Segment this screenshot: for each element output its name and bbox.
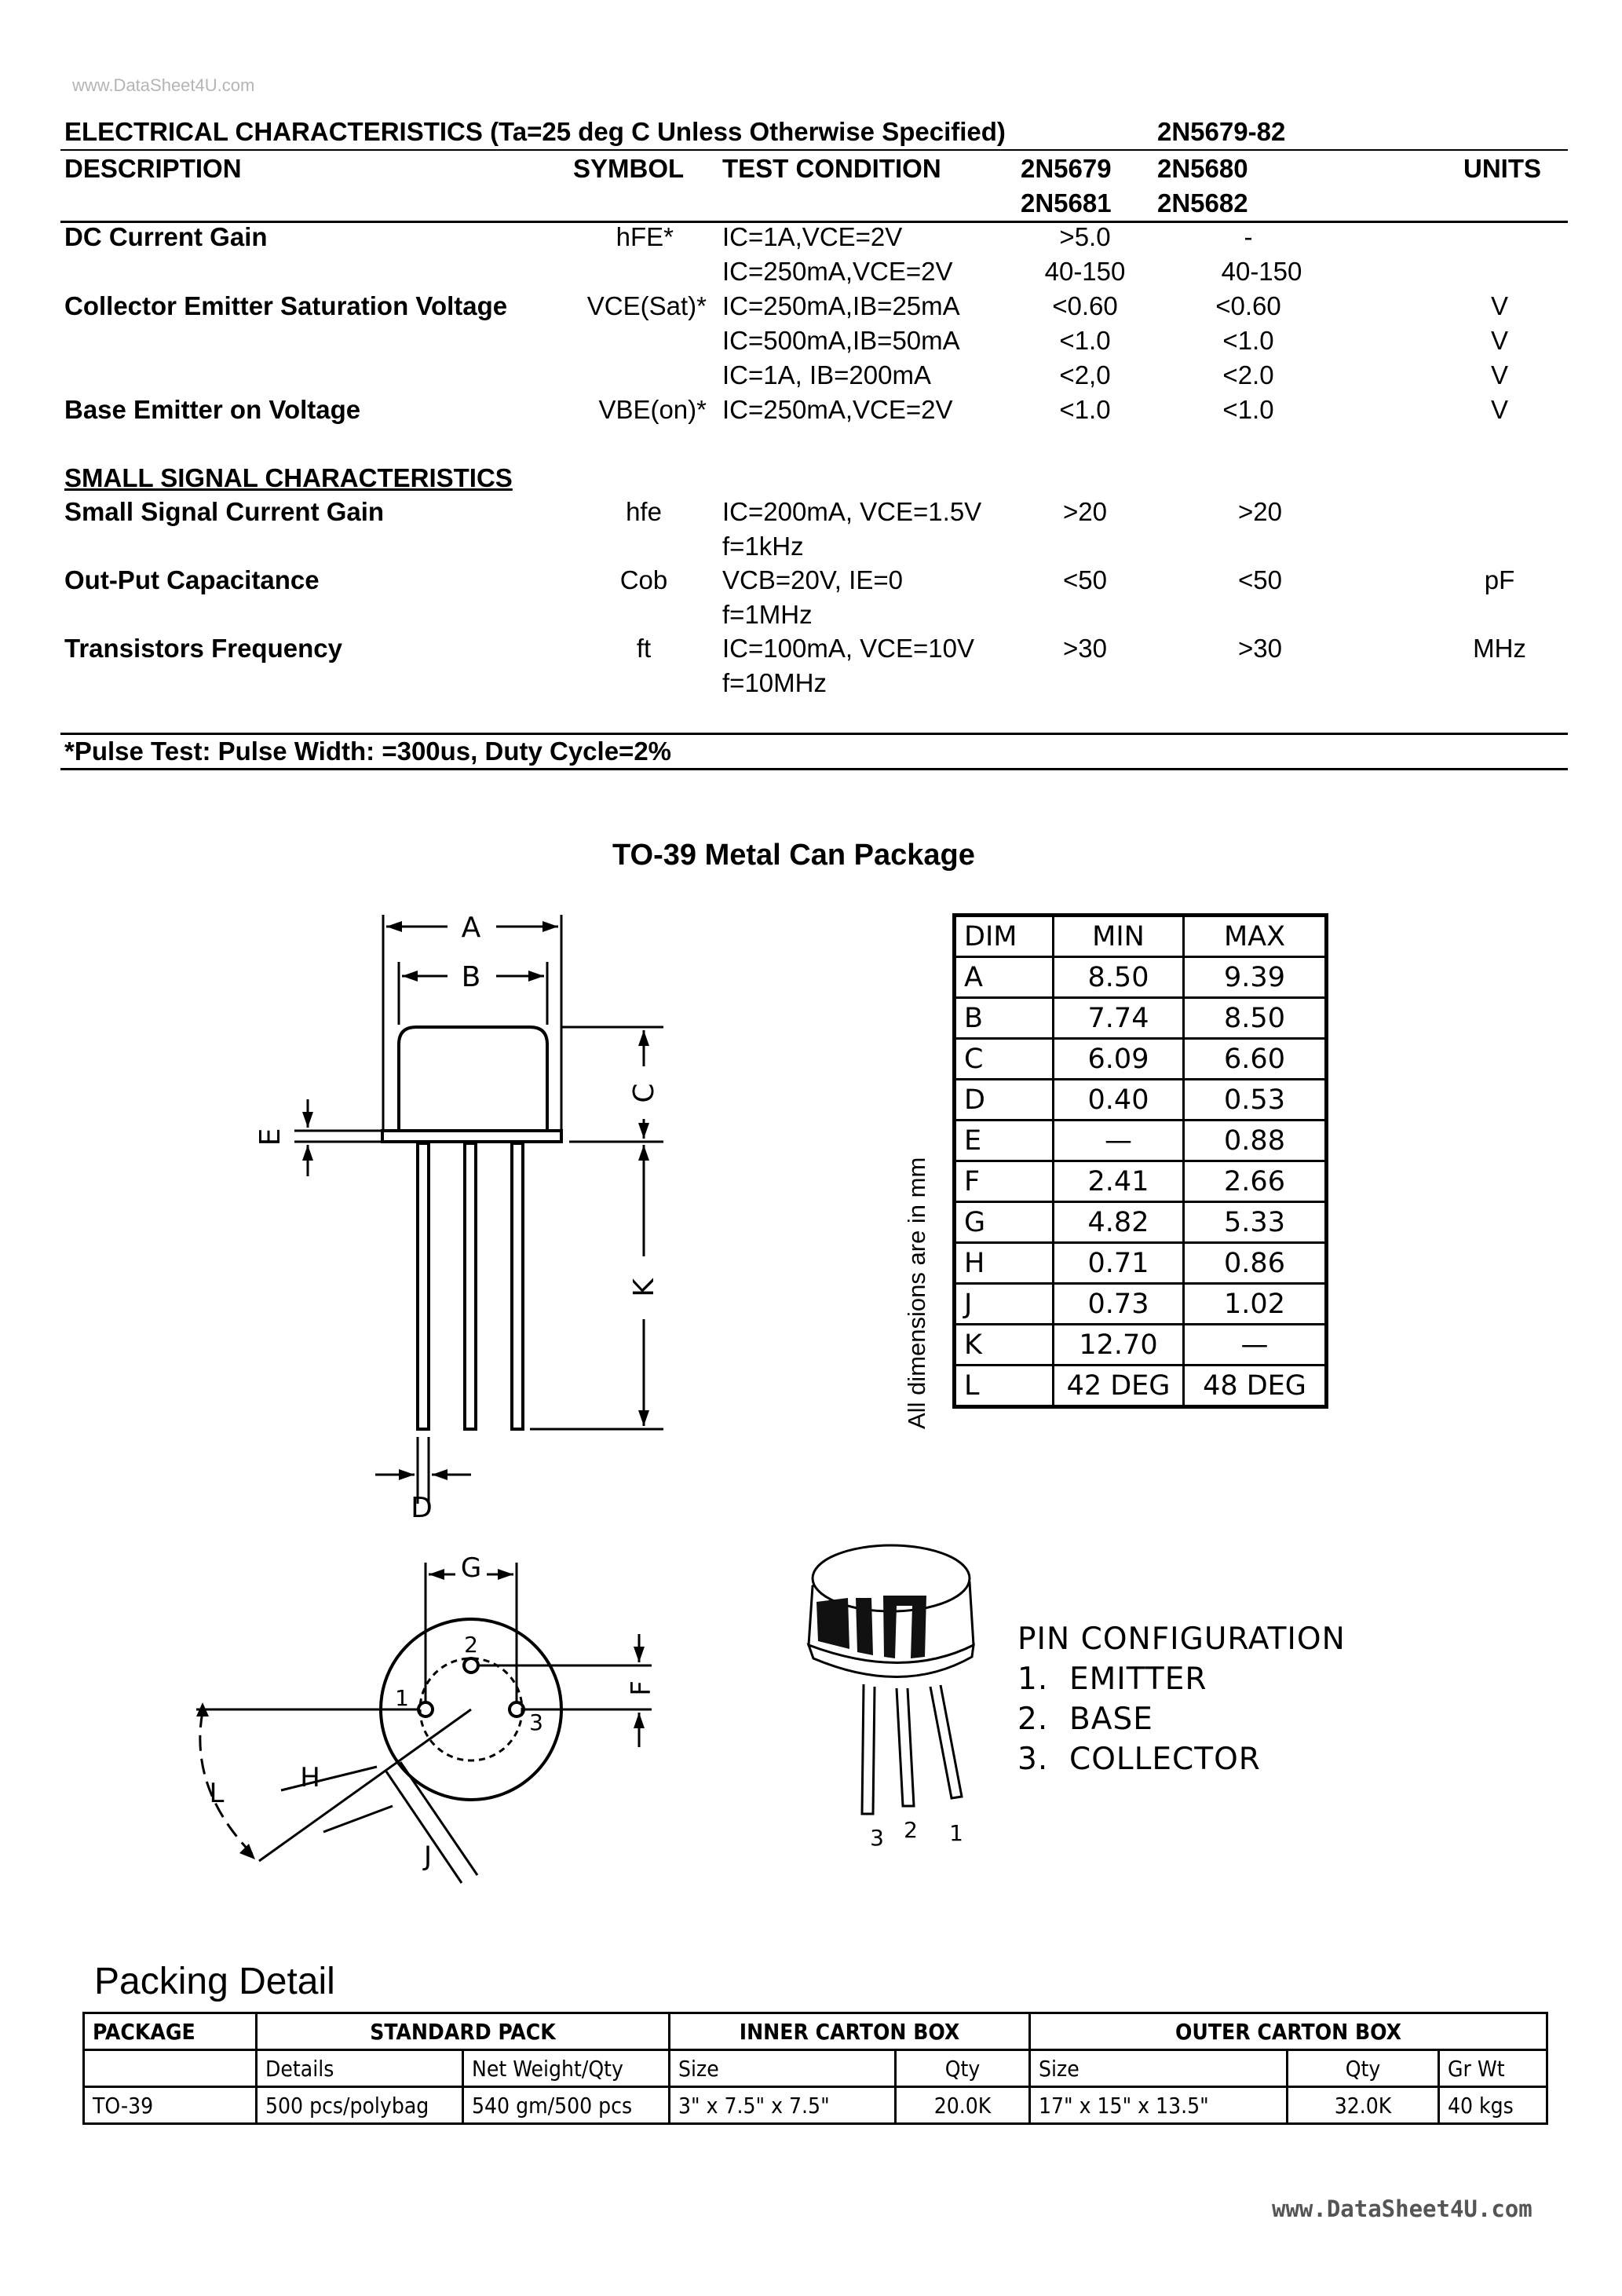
- table-cell: 0.71: [1054, 1243, 1184, 1284]
- row-v2: 40-150: [1221, 257, 1302, 286]
- row-cond: IC=250mA,VCE=2V: [722, 395, 953, 424]
- row-v1: 40-150: [1044, 257, 1126, 286]
- table-row: [955, 1161, 1327, 1202]
- row-v2: -: [1244, 222, 1253, 251]
- watermark-top: www.DataSheet4U.com: [72, 75, 255, 95]
- divider: [60, 149, 1568, 151]
- packing-title: Packing Detail: [94, 1961, 335, 2002]
- pin-config-item: 2. BASE: [1017, 1702, 1153, 1737]
- label-h: H: [300, 1762, 320, 1793]
- label-d: D: [411, 1492, 433, 1524]
- row-unit: pF: [1484, 565, 1515, 594]
- row-v1: >30: [1063, 634, 1107, 663]
- table-cell: F: [955, 1161, 1054, 1202]
- table-row: [84, 2050, 1547, 2087]
- hdr-units: UNITS: [1463, 154, 1541, 183]
- packing-table: [82, 2012, 1548, 2125]
- row-v2: >20: [1238, 497, 1282, 526]
- table-cell: C: [955, 1039, 1054, 1080]
- table-cell: —: [1054, 1121, 1184, 1161]
- row-v1: <0.60: [1052, 291, 1118, 320]
- table-cell: 0.73: [1054, 1284, 1184, 1325]
- table-cell: H: [955, 1243, 1054, 1284]
- table-cell: [84, 2050, 257, 2087]
- row-cond2: f=1MHz: [722, 600, 813, 629]
- table-cell: 500 pcs/polybag: [257, 2087, 463, 2124]
- ec-part-range: 2N5679-82: [1157, 117, 1286, 146]
- hdr-col1a: 2N5679: [1021, 154, 1112, 183]
- row-cond2: f=1kHz: [722, 532, 804, 561]
- table-cell: E: [955, 1121, 1054, 1161]
- table-cell: 48 DEG: [1184, 1366, 1327, 1407]
- row-cond: IC=1A, IB=200mA: [722, 360, 931, 389]
- table-cell: A: [955, 957, 1054, 998]
- table-cell: K: [955, 1325, 1054, 1366]
- table-cell: 40 kgs: [1439, 2087, 1547, 2124]
- table-row: [955, 1039, 1327, 1080]
- table-row: [955, 916, 1327, 957]
- row-v1: <2,0: [1059, 360, 1111, 389]
- table-cell: TO-39: [84, 2087, 257, 2124]
- table-row: [955, 1202, 1327, 1243]
- row-v1: <1.0: [1059, 395, 1111, 424]
- hdr-description: DESCRIPTION: [64, 154, 242, 183]
- ec-title: ELECTRICAL CHARACTERISTICS (Ta=25 deg C Unless Otherwise Specified): [64, 117, 1006, 146]
- table-cell: J: [955, 1284, 1054, 1325]
- table-cell: B: [955, 998, 1054, 1039]
- label-l: L: [209, 1778, 225, 1809]
- table-cell: 1.02: [1184, 1284, 1327, 1325]
- hdr-col2a: 2N5680: [1157, 154, 1248, 183]
- table-cell: 0.86: [1184, 1243, 1327, 1284]
- hdr-col1b: 2N5681: [1021, 188, 1112, 218]
- row-unit: MHz: [1473, 634, 1526, 663]
- table-header-cell: STANDARD PACK: [257, 2013, 670, 2050]
- table-header-cell: Qty: [1288, 2050, 1439, 2087]
- row-cond: IC=100mA, VCE=10V: [722, 634, 975, 663]
- table-row: [955, 1366, 1327, 1407]
- table-cell: 32.0K: [1288, 2087, 1439, 2124]
- table-header-cell: OUTER CARTON BOX: [1030, 2013, 1547, 2050]
- row-cond: IC=500mA,IB=50mA: [722, 326, 960, 355]
- photo-pin-label: 3: [870, 1825, 884, 1851]
- table-cell: 0.53: [1184, 1080, 1327, 1121]
- table-cell: 42 DEG: [1054, 1366, 1184, 1407]
- hdr-test-condition: TEST CONDITION: [722, 154, 941, 183]
- row-v2: >30: [1238, 634, 1282, 663]
- row-sym: hFE*: [616, 222, 674, 251]
- table-row: [84, 2013, 1547, 2050]
- row-v2: <1.0: [1222, 395, 1274, 424]
- photo-pin-label: 1: [949, 1820, 963, 1846]
- row-unit: V: [1490, 291, 1508, 320]
- table-header-cell: Details: [257, 2050, 463, 2087]
- table-cell: 4.82: [1054, 1202, 1184, 1243]
- hdr-col2b: 2N5682: [1157, 188, 1248, 218]
- table-header-cell: Size: [670, 2050, 896, 2087]
- table-header-cell: MIN: [1054, 916, 1184, 957]
- table-cell: 20.0K: [896, 2087, 1030, 2124]
- label-c: C: [628, 1083, 660, 1103]
- footnote: *Pulse Test: Pulse Width: =300us, Duty Cycle=2%: [64, 737, 672, 766]
- side-view-drawing: [236, 903, 707, 1531]
- table-header-cell: MAX: [1184, 916, 1327, 957]
- row-cond: IC=200mA, VCE=1.5V: [722, 497, 982, 526]
- table-header-cell: INNER CARTON BOX: [670, 2013, 1030, 2050]
- row-unit: V: [1490, 326, 1508, 355]
- row-desc: DC Current Gain: [64, 222, 268, 251]
- row-sym: VBE(on)*: [598, 395, 707, 424]
- label-e: E: [254, 1128, 287, 1146]
- row-desc: Collector Emitter Saturation Voltage: [64, 291, 508, 320]
- row-cond: IC=1A,VCE=2V: [722, 222, 903, 251]
- side-note-anchor: [903, 1157, 934, 1461]
- table-cell: 540 gm/500 pcs: [463, 2087, 670, 2124]
- row-sym: VCE(Sat)*: [586, 291, 707, 320]
- label-j: J: [423, 1841, 433, 1872]
- table-cell: D: [955, 1080, 1054, 1121]
- label-g: G: [460, 1552, 482, 1584]
- pin-number: 1: [395, 1685, 409, 1711]
- table-cell: 8.50: [1184, 998, 1327, 1039]
- bottom-view-drawing: [173, 1539, 683, 1885]
- label-k: K: [628, 1278, 660, 1297]
- table-header-cell: PACKAGE: [84, 2013, 257, 2050]
- row-v2: <1.0: [1222, 326, 1274, 355]
- table-header-cell: Size: [1030, 2050, 1288, 2087]
- row-unit: V: [1490, 395, 1508, 424]
- row-v1: >20: [1063, 497, 1107, 526]
- row-sym: hfe: [626, 497, 662, 526]
- row-v1: >5.0: [1059, 222, 1111, 251]
- row-sym: Cob: [619, 565, 668, 594]
- divider: [60, 768, 1568, 770]
- table-cell: 12.70: [1054, 1325, 1184, 1366]
- watermark-bottom: www.DataSheet4U.com: [1272, 2195, 1532, 2222]
- label-b: B: [461, 961, 481, 993]
- pin-config-item: 1. EMITTER: [1017, 1662, 1207, 1697]
- table-cell: 6.60: [1184, 1039, 1327, 1080]
- row-cond: IC=250mA,IB=25mA: [722, 291, 960, 320]
- table-cell: 2.41: [1054, 1161, 1184, 1202]
- table-row: [955, 1243, 1327, 1284]
- table-header-cell: Qty: [896, 2050, 1030, 2087]
- table-cell: 17" x 15" x 13.5": [1030, 2087, 1288, 2124]
- table-cell: 5.33: [1184, 1202, 1327, 1243]
- photo-pin-label: 2: [904, 1817, 918, 1843]
- pin-config-item: 3. COLLECTOR: [1017, 1742, 1261, 1777]
- row-cond: VCB=20V, IE=0: [722, 565, 903, 594]
- table-header-cell: Gr Wt: [1439, 2050, 1547, 2087]
- row-v1: <1.0: [1059, 326, 1111, 355]
- row-unit: V: [1490, 360, 1508, 389]
- pin-number: 2: [464, 1632, 478, 1658]
- row-desc: Transistors Frequency: [64, 634, 342, 663]
- row-cond: IC=250mA,VCE=2V: [722, 257, 953, 286]
- table-cell: G: [955, 1202, 1054, 1243]
- table-row: [955, 998, 1327, 1039]
- table-row: [84, 2087, 1547, 2124]
- table-header-cell: DIM: [955, 916, 1054, 957]
- label-f: F: [626, 1680, 657, 1696]
- table-cell: 7.74: [1054, 998, 1184, 1039]
- pin-config-title: PIN CONFIGURATION: [1017, 1621, 1346, 1657]
- table-header-cell: Net Weight/Qty: [463, 2050, 670, 2087]
- side-note: All dimensions are in mm: [903, 1157, 930, 1429]
- table-cell: 6.09: [1054, 1039, 1184, 1080]
- table-row: [955, 1325, 1327, 1366]
- row-cond2: f=10MHz: [722, 668, 827, 697]
- table-cell: 9.39: [1184, 957, 1327, 998]
- label-a: A: [461, 912, 481, 944]
- row-v2: <2.0: [1222, 360, 1274, 389]
- table-row: [955, 1121, 1327, 1161]
- package-title: TO-39 Metal Can Package: [612, 839, 975, 872]
- dimension-table: [952, 913, 1328, 1409]
- row-v1: <50: [1063, 565, 1107, 594]
- row-sym: ft: [636, 634, 652, 663]
- small-signal-title: SMALL SIGNAL CHARACTERISTICS: [64, 463, 513, 492]
- table-row: [955, 1284, 1327, 1325]
- table-cell: 3" x 7.5" x 7.5": [670, 2087, 896, 2124]
- table-row: [955, 957, 1327, 998]
- row-desc: Small Signal Current Gain: [64, 497, 385, 526]
- table-cell: 0.40: [1054, 1080, 1184, 1121]
- hdr-symbol: SYMBOL: [573, 154, 685, 183]
- row-v2: <0.60: [1215, 291, 1281, 320]
- row-v2: <50: [1238, 565, 1282, 594]
- table-cell: 2.66: [1184, 1161, 1327, 1202]
- row-desc: Out-Put Capacitance: [64, 565, 320, 594]
- row-desc: Base Emitter on Voltage: [64, 395, 361, 424]
- table-row: [955, 1080, 1327, 1121]
- pin-number: 3: [529, 1709, 543, 1735]
- table-cell: 0.88: [1184, 1121, 1327, 1161]
- table-cell: —: [1184, 1325, 1327, 1366]
- table-cell: 8.50: [1054, 957, 1184, 998]
- transistor-illustration: [785, 1531, 1021, 1861]
- table-cell: L: [955, 1366, 1054, 1407]
